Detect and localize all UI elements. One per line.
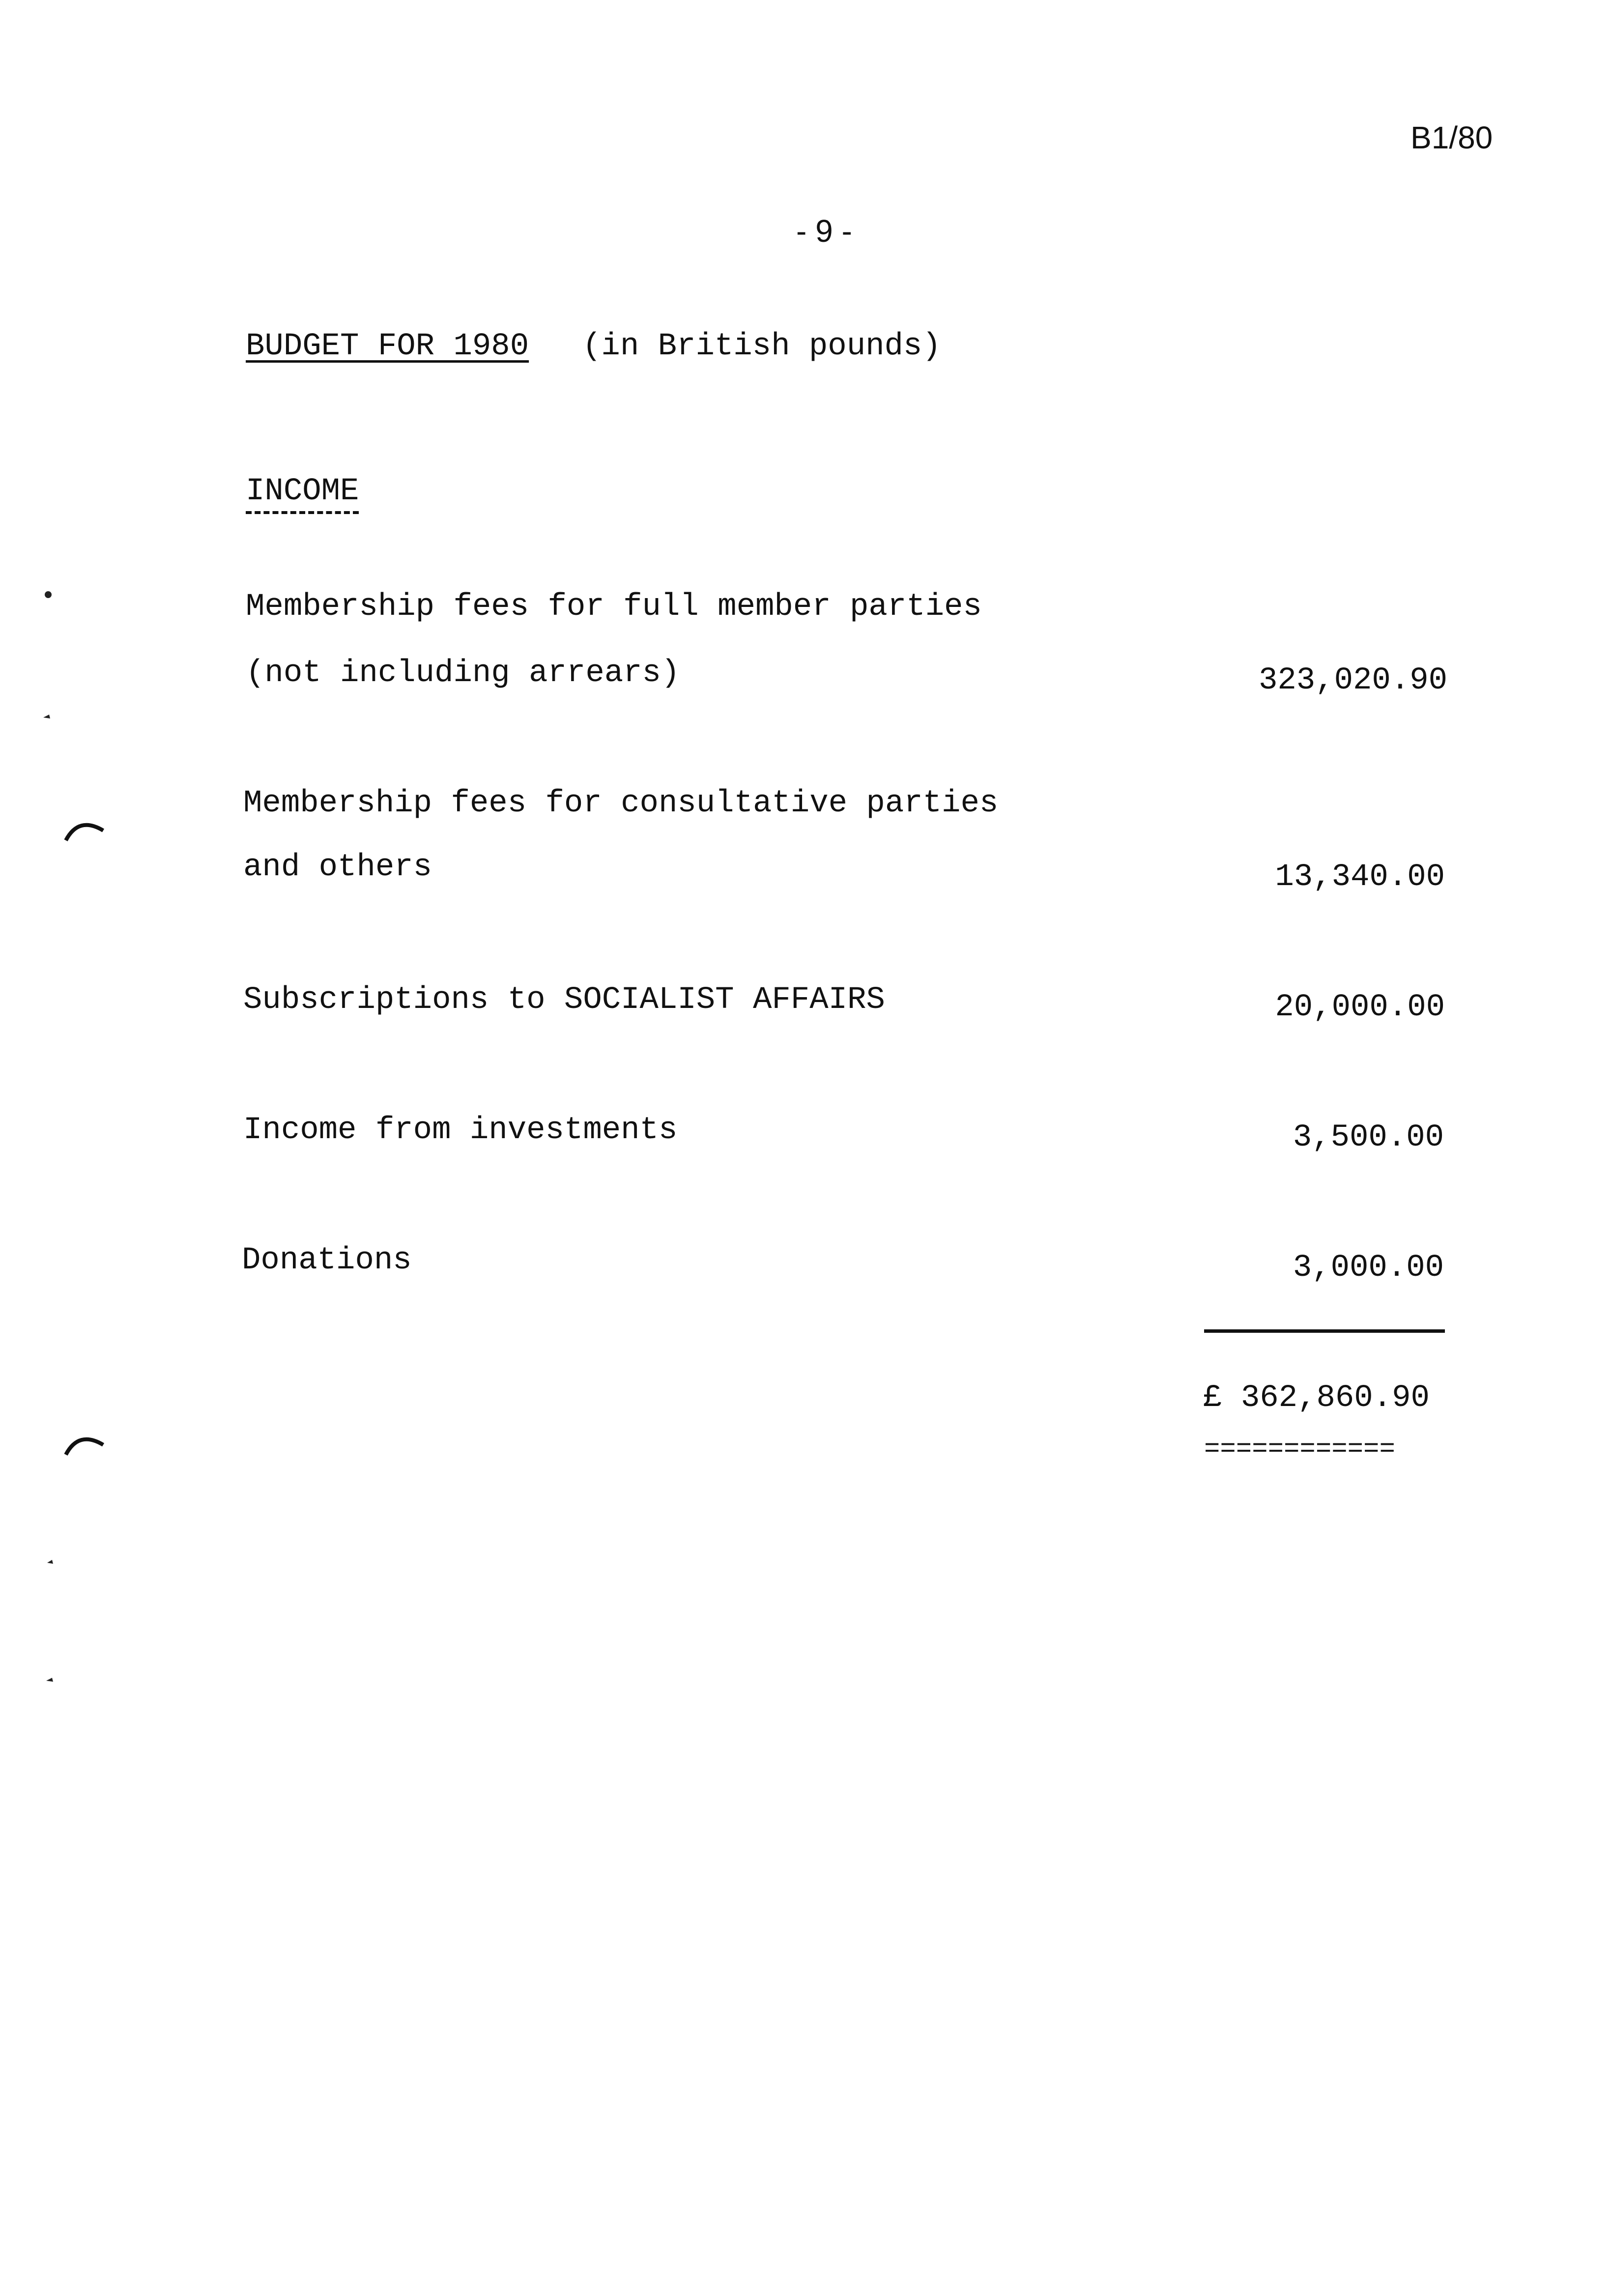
document-reference: B1/80 — [1410, 120, 1493, 155]
punch-hole-arc — [66, 1439, 103, 1455]
scan-dot — [46, 1678, 53, 1682]
page-number: - 9 - — [796, 213, 852, 249]
item-label-continued: (not including arrears) — [246, 656, 680, 691]
item-label: Donations — [242, 1243, 412, 1278]
item-amount: 13,340.00 — [1275, 860, 1445, 895]
item-amount: 3,500.00 — [1293, 1120, 1444, 1155]
item-amount: 3,000.00 — [1293, 1250, 1444, 1286]
scan-marks — [39, 565, 118, 1745]
punch-hole-arc — [66, 825, 103, 840]
sum-rule — [1204, 1329, 1445, 1333]
item-label: Income from investments — [243, 1113, 678, 1148]
scan-dot — [47, 1560, 53, 1564]
item-label-continued: and others — [243, 850, 432, 885]
budget-title: BUDGET FOR 1980 — [246, 329, 529, 364]
scan-dot — [43, 715, 50, 718]
total-amount: £ 362,860.90 — [1203, 1380, 1430, 1416]
total-double-underline: ============ — [1204, 1435, 1395, 1464]
item-label: Membership fees for consultative parties — [243, 786, 999, 821]
currency-note: (in British pounds) — [582, 329, 941, 364]
section-heading-income: INCOME — [246, 472, 359, 511]
item-label: Subscriptions to SOCIALIST AFFAIRS — [243, 982, 885, 1018]
item-amount: 323,020.90 — [1258, 663, 1447, 698]
item-amount: 20,000.00 — [1275, 990, 1445, 1025]
scan-dot — [45, 591, 52, 598]
item-label: Membership fees for full member parties — [246, 589, 982, 625]
